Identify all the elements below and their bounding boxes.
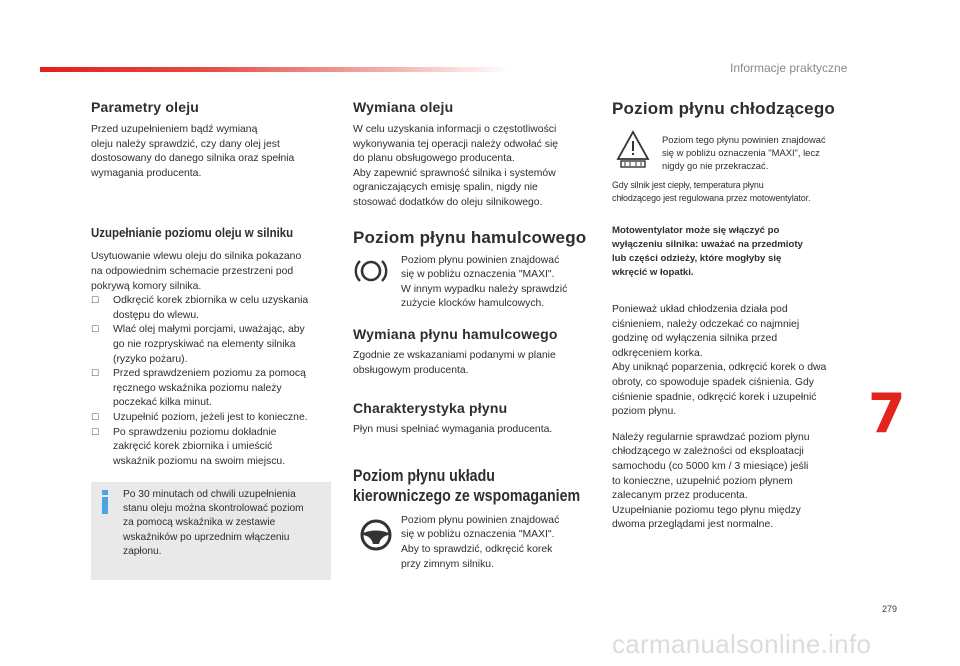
page-number: 279 — [882, 604, 898, 614]
oil-topup-steps — [91, 294, 336, 469]
chapter-number: 7 — [868, 382, 906, 445]
bullet-icon: ☐ — [91, 369, 100, 380]
brake-level-row — [353, 254, 598, 312]
bullet-icon: ☐ — [91, 412, 100, 423]
fluid-spec-text: Płyn musi spełniać wymagania producenta. — [353, 424, 553, 436]
column-oil — [91, 95, 336, 469]
regular-check-text: Należy regularnie sprawdzać poziom płynu chłodzącego w zależności od eksploatacji samochodu (co 5000 km / 3 miesiące) jeśli to konieczne, uzupełnić poziom płynem zalecanym przez producenta. Uzupełnianie poziomu tego płynu między dwoma przeglądami jest normalne. — [612, 431, 810, 531]
info-note-text: Po 30 minutach od chwili uzupełnienia stanu oleju można skontrolować poziom za pomocą wskaźnika w zestawie wskaźników po uprzednim włączeniu zapłonu. — [123, 489, 304, 557]
watermark: carmanualsonline.info — [612, 629, 872, 659]
steering-row — [353, 514, 598, 572]
pressure-text: Ponieważ układ chłodzenia działa pod ciśnieniem, należy odczekać co najmniej godzinę od wyłączenia silnika przed odkręceniem korka. Aby uniknąć poparzenia, odkręcić korek o dwa obroty, co spowoduje spadek ciśnienia. Gdy ciśnienie spadnie, odkręcić korek i uzupełnić poziom płynu. — [612, 304, 827, 418]
list-item: ☐ Odkręcić korek zbiornika w celu uzyskania dostępu do wlewu. — [91, 295, 309, 321]
fluid-spec-heading: Charakterystyka płynu — [353, 400, 508, 417]
oil-params-text: Przed uzupełnieniem bądź wymianą oleju należy sprawdzić, czy dany olej jest dostosowany do danego silnika oraz spełnia wymagania producenta. — [91, 124, 295, 179]
bullet-icon: ☐ — [91, 325, 100, 336]
coolant-row — [612, 133, 862, 173]
list-item: ☐ Przed sprawdzeniem poziomu za pomocą ręcznego wskaźnika poziomu należy poczekać kilka minut. — [91, 368, 306, 409]
coolant-heading: Poziom płynu chłodzącego — [612, 99, 835, 118]
list-item: ☐ Po sprawdzeniu poziomu dokładnie zakręcić korek zbiornika i umieścić wskaźnik poziomu na swoim miejscu. — [91, 426, 286, 467]
list-item: ☐ Wlać olej małymi porcjami, uważając, aby go nie rozpryskiwać na elementy silnika (ryzyko pożaru). — [91, 324, 305, 365]
oil-change-heading: Wymiana oleju — [353, 99, 454, 115]
oil-params-heading: Parametry oleju — [91, 99, 200, 115]
brake-level-text: Poziom płynu powinien znajdować się w pobliżu oznaczenia "MAXI". W innym wypadku należy sprawdzić zużycie klocków hamulcowych. — [401, 254, 568, 310]
steering-heading-line2: kierowniczego ze wspomaganiem — [353, 486, 581, 505]
coolant-text: Poziom tego płynu powinien znajdować się w pobliżu oznaczenia "MAXI", lecz nigdy go nie przekraczać. — [662, 134, 826, 172]
brake-level-heading: Poziom płynu hamulcowego — [353, 227, 587, 247]
info-icon — [100, 490, 110, 514]
brake-change-text: Zgodnie ze wskazaniami podanymi w planie obsługowym producenta. — [353, 349, 556, 376]
brake-change-heading: Wymiana płynu hamulcowego — [353, 325, 558, 342]
oil-change-text: W celu uzyskania informacji o częstotliwości wykonywania tej operacji należy odwołać się do planu obsługowego producenta. Aby zapewnić sprawność silnika i systemów ograniczających emisję spalin, nigdy nie stosować dodatków do oleju silnikowego. — [353, 124, 559, 208]
list-item: ☐ Uzupełnić poziom, jeżeli jest to konieczne. — [91, 411, 336, 426]
coolant-hot-text: Gdy silnik jest ciepły, temperatura płynu chłodzącego jest regulowana przez motowentylator. — [612, 179, 811, 203]
steering-text: Poziom płynu powinien znajdować się w pobliżu oznaczenia "MAXI". Aby to sprawdzić, odkręcić korek przy zimnym silniku. — [401, 514, 560, 570]
steering-wheel-icon — [359, 518, 393, 552]
column-brake — [353, 95, 598, 572]
column-coolant — [612, 95, 862, 533]
fan-warning-text: Motowentylator może się włączyć po wyłączeniu silnika: uważać na przedmioty lub części odzieży, które mogłyby się wkręcić w łopatki. — [612, 225, 803, 279]
oil-topup-intro: Usytuowanie wlewu oleju do silnika pokazano na odpowiednim schemacie przestrzeni pod pokrywą komory silnika. — [91, 251, 302, 292]
coolant-warning-icon — [616, 129, 650, 169]
bullet-icon: ☐ — [91, 296, 100, 307]
steering-heading-line1: Poziom płynu układu — [353, 466, 495, 485]
section-title: Informacje praktyczne — [730, 61, 848, 75]
header-accent-bar — [40, 67, 510, 72]
oil-topup-heading: Uzupełnianie poziomu oleju w silniku — [91, 225, 294, 241]
bullet-icon: ☐ — [91, 427, 100, 438]
info-note-box — [91, 482, 331, 580]
brake-warning-icon — [353, 256, 389, 286]
